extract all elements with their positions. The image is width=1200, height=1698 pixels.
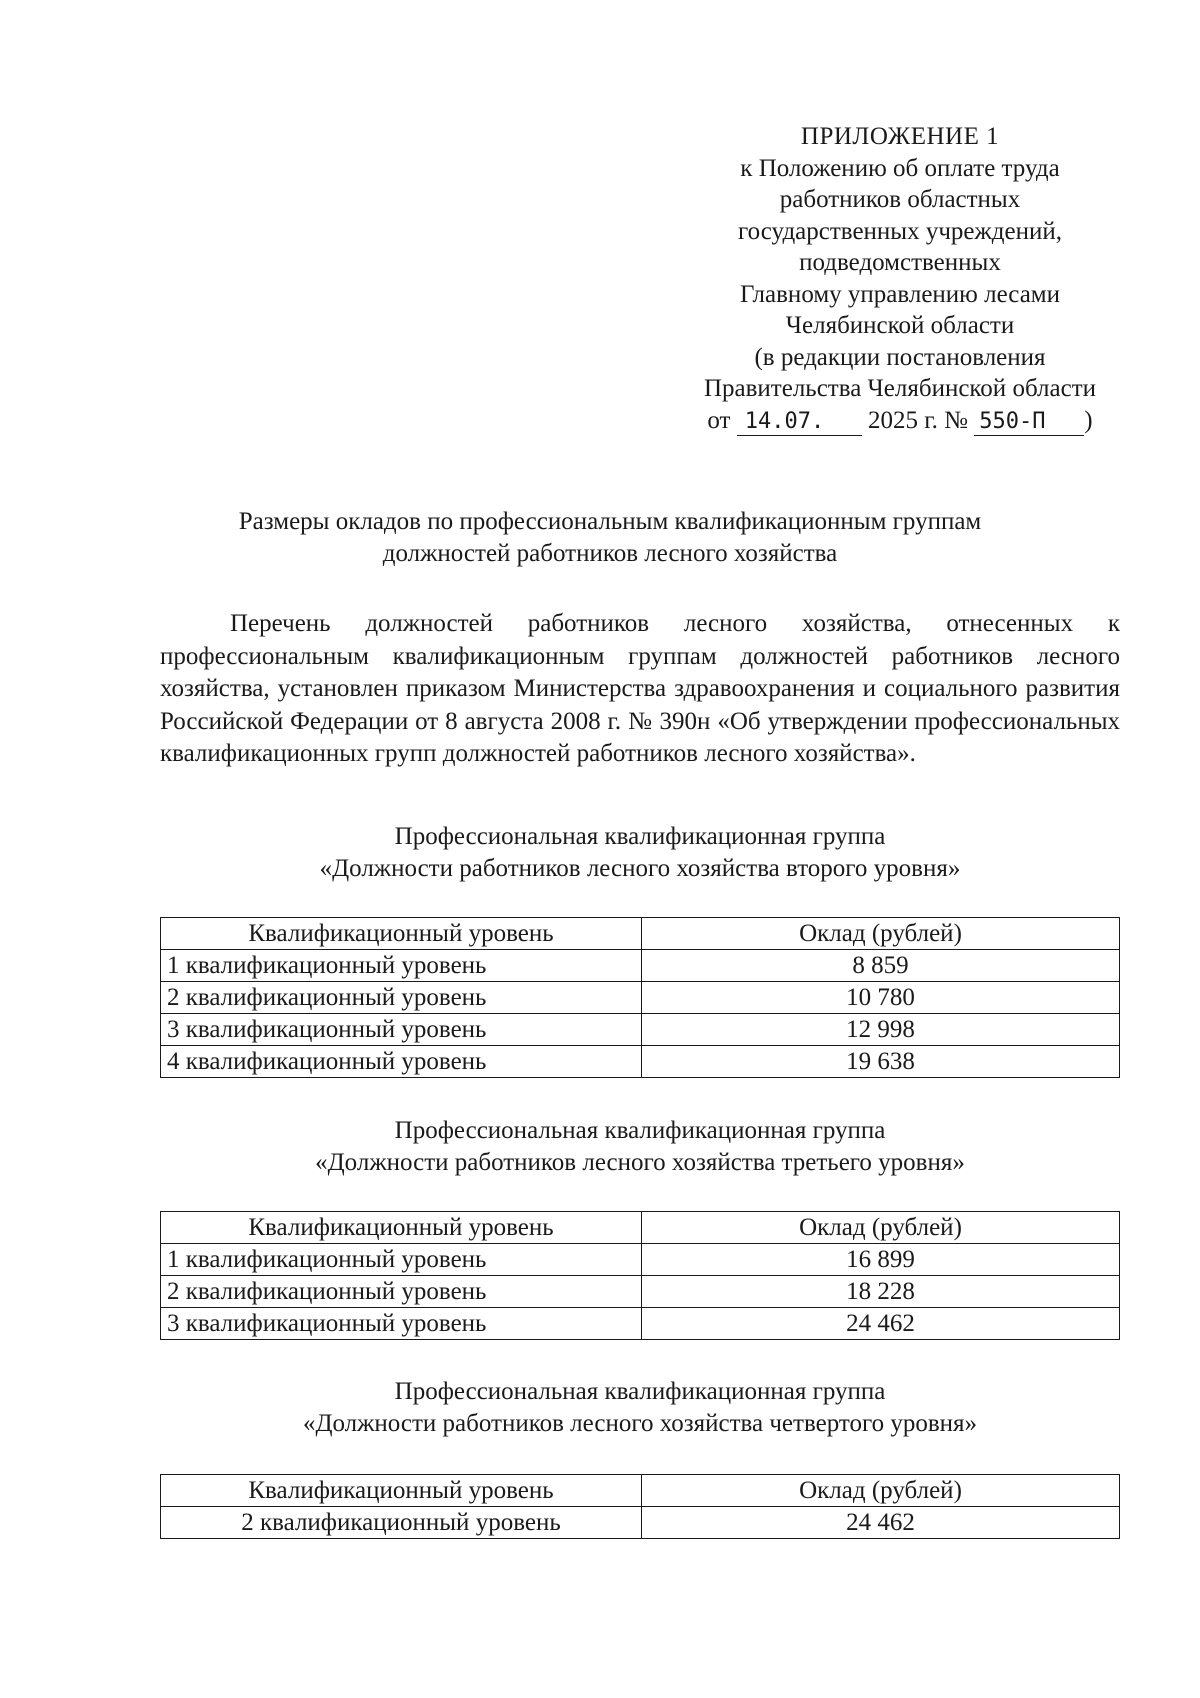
salary-table (160, 1211, 1120, 1340)
column-header: Оклад (рублей) (642, 1212, 1120, 1244)
salary-table (160, 917, 1120, 1078)
appendix-line: работников областных (779, 186, 1021, 213)
appendix-line: подведомственных (799, 249, 1001, 276)
resolution-date-line (650, 405, 1150, 437)
level-cell: 2 квалификационный уровень (161, 982, 642, 1014)
group-title-line: «Должности работников лесного хозяйства четвертого уровня» (302, 1410, 978, 1437)
salary-cell: 24 462 (642, 1308, 1120, 1340)
column-header: Квалификационный уровень (161, 918, 642, 950)
group-title-line: «Должности работников лесного хозяйства второго уровня» (319, 855, 961, 882)
table-row (161, 1276, 1120, 1308)
table-row (161, 1244, 1120, 1276)
table-row (161, 1308, 1120, 1340)
salary-cell: 19 638 (642, 1046, 1120, 1078)
appendix-line: государственных учреждений, (738, 217, 1062, 245)
appendix-title: ПРИЛОЖЕНИЕ 1 (800, 123, 1000, 150)
table-row (161, 1014, 1120, 1046)
salary-cell: 18 228 (642, 1276, 1120, 1308)
table-header-row (161, 1212, 1120, 1244)
group-title (160, 1115, 1120, 1179)
level-cell: 2 квалификационный уровень (161, 1276, 642, 1308)
level-cell: 3 квалификационный уровень (161, 1308, 642, 1340)
resolution-date: 14.07. (737, 409, 862, 436)
column-header: Квалификационный уровень (161, 1212, 642, 1244)
group-title-line: Профессиональная квалификационная группа (394, 1378, 886, 1405)
group-title (160, 821, 1120, 885)
group-title-line: Профессиональная квалификационная группа (394, 823, 886, 850)
salary-cell: 24 462 (642, 1507, 1120, 1539)
appendix-line: Главному управлению лесами (739, 280, 1061, 308)
group-title-line: «Должности работников лесного хозяйства третьего уровня» (315, 1149, 965, 1176)
group-title (160, 1376, 1120, 1440)
table-row (161, 1046, 1120, 1078)
level-cell: 1 квалификационный уровень (161, 950, 642, 982)
salary-cell: 8 859 (642, 950, 1120, 982)
document-title (160, 506, 1060, 570)
level-cell: 4 квалификационный уровень (161, 1046, 642, 1078)
column-header: Квалификационный уровень (161, 1475, 642, 1507)
column-header: Оклад (рублей) (642, 1475, 1120, 1507)
date-prefix: от (707, 406, 731, 434)
table-header-row (161, 1475, 1120, 1507)
document-title-line: Размеры окладов по профессиональным квалификационным группам (238, 508, 982, 535)
salary-cell: 12 998 (642, 1014, 1120, 1046)
appendix-header (650, 121, 1150, 436)
appendix-line: (в редакции постановления (754, 343, 1046, 371)
salary-cell: 10 780 (642, 982, 1120, 1014)
salary-cell: 16 899 (642, 1244, 1120, 1276)
table-header-row (161, 918, 1120, 950)
table-row (161, 1507, 1120, 1539)
resolution-number: 550-П (974, 409, 1084, 436)
document-title-line: должностей работников лесного хозяйства (382, 540, 838, 567)
level-cell: 2 квалификационный уровень (161, 1507, 642, 1539)
year-text: 2025 г. № (867, 406, 969, 434)
group-title-line: Профессиональная квалификационная группа (394, 1117, 886, 1144)
level-cell: 3 квалификационный уровень (161, 1014, 642, 1046)
table-row (161, 950, 1120, 982)
appendix-line: Правительства Челябинской области (703, 375, 1097, 402)
salary-table (160, 1474, 1120, 1539)
closing-paren: ) (1084, 406, 1093, 434)
appendix-line: Челябинской области (785, 312, 1015, 339)
column-header: Оклад (рублей) (642, 918, 1120, 950)
table-row (161, 982, 1120, 1014)
intro-paragraph: Перечень должностей работников лесного хозяйства, отнесенных к профессиональным квалификационным группам должностей работников лесного хозяйства, установлен приказом Министерства здравоохранения и социального развития Российской Федерации от 8 августа 2008 г. № 390н «Об утверждении профессиональных квалификационных групп должностей работников лесного хозяйства». (160, 610, 1120, 767)
level-cell: 1 квалификационный уровень (161, 1244, 642, 1276)
appendix-line: к Положению об оплате труда (740, 154, 1060, 182)
